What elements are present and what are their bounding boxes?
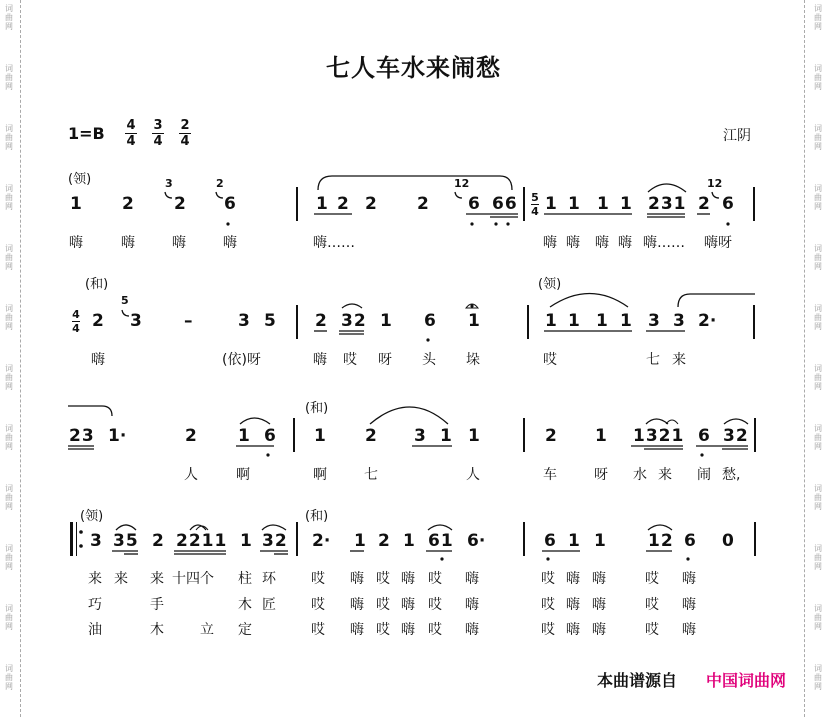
lyric-verse1: 嗨 xyxy=(682,571,696,587)
watermark-text: 词 曲 网 xyxy=(5,664,13,691)
note: 1 xyxy=(440,426,452,446)
lyric: 嗨 xyxy=(595,235,609,251)
watermark-text: 词 曲 网 xyxy=(814,184,822,211)
note: 2 xyxy=(337,194,349,214)
repeat-barline-thick xyxy=(70,522,73,556)
note: 2 xyxy=(417,194,429,214)
barline xyxy=(527,305,529,339)
note: 1 xyxy=(70,194,82,214)
lyric-verse1: 来 xyxy=(114,571,128,587)
barline xyxy=(523,418,525,452)
lyric-verse2: 哎 xyxy=(311,597,325,613)
lyric-verse1: 哎 xyxy=(541,571,555,587)
note: 2 xyxy=(185,426,197,446)
lyric: 人 xyxy=(184,467,198,483)
grace-note: 12 xyxy=(707,177,723,190)
time-signature-3-4: 3 4 xyxy=(153,118,163,149)
lyric: 垛 xyxy=(466,352,480,368)
watermark-text: 词 曲 网 xyxy=(814,64,822,91)
note: 1 xyxy=(238,426,250,446)
lyric-verse2: 木 xyxy=(238,597,252,613)
footer-site-link[interactable]: 中国词曲网 xyxy=(706,671,787,690)
note: 2 xyxy=(315,311,327,331)
note: 6· xyxy=(467,531,486,551)
note: 3 xyxy=(238,311,250,331)
lyric-verse1: 哎 xyxy=(311,571,325,587)
lead-label: (领) xyxy=(538,277,562,292)
barline xyxy=(293,418,295,452)
note: 66 xyxy=(492,194,518,214)
note: 6 xyxy=(468,194,480,214)
note: 1 xyxy=(597,194,609,214)
note: 2· xyxy=(312,531,331,551)
lyric: 来 xyxy=(672,352,686,368)
barline xyxy=(753,187,755,221)
lyric: 嗨呀 xyxy=(704,235,732,251)
lyric: 嗨…… xyxy=(313,235,355,251)
page-title: 七人车水来闹愁 xyxy=(326,54,501,82)
note: 6 xyxy=(264,426,276,446)
lyric-verse2: 哎 xyxy=(645,597,659,613)
barline xyxy=(754,522,756,556)
lyric-verse2: 嗨 xyxy=(566,597,580,613)
lyric-verse2: 嗨 xyxy=(592,597,606,613)
lyric: 啊 xyxy=(313,467,327,483)
watermark-text: 词 曲 网 xyxy=(814,604,822,631)
note: 1 xyxy=(545,194,557,214)
lyric-verse1: 哎 xyxy=(376,571,390,587)
lyric-verse3: 定 xyxy=(238,622,252,638)
note: 6 xyxy=(224,194,236,214)
grace-note: 2 xyxy=(216,177,224,190)
note: 1 xyxy=(620,311,632,331)
time-signature-2-4: 2 4 xyxy=(180,118,190,149)
lyric: 呀 xyxy=(594,467,608,483)
note: 2211 xyxy=(176,531,228,551)
watermark-text: 词 曲 网 xyxy=(5,544,13,571)
watermark-text: 词 曲 网 xyxy=(5,244,13,271)
chorus-label: (和) xyxy=(305,401,329,416)
lyric: 愁, xyxy=(722,467,741,483)
lyric-verse1: 嗨 xyxy=(401,571,415,587)
lyric-verse3: 油 xyxy=(88,622,102,638)
lyric: 嗨 xyxy=(172,235,186,251)
lyric-verse3: 嗨 xyxy=(682,622,696,638)
barline xyxy=(523,187,525,221)
lyric-verse3: 嗨 xyxy=(592,622,606,638)
watermark-text: 词 曲 网 xyxy=(5,64,13,91)
watermark-text: 词 曲 网 xyxy=(5,364,13,391)
barline xyxy=(753,305,755,339)
lyric: 七 xyxy=(646,352,660,368)
note: 1 xyxy=(568,194,580,214)
note: 3 xyxy=(673,311,685,331)
lyric: (依)呀 xyxy=(222,352,261,368)
lyric: 七 xyxy=(364,467,378,483)
left-watermark-strip xyxy=(0,0,21,717)
note: 1 xyxy=(568,531,580,551)
chorus-label: (和) xyxy=(305,509,329,524)
lyric-verse2: 嗨 xyxy=(682,597,696,613)
lyric-verse3: 嗨 xyxy=(465,622,479,638)
time-signature-4-4: 4 4 xyxy=(126,118,136,149)
lyric-verse2: 巧 xyxy=(88,597,102,613)
note: 1· xyxy=(108,426,127,446)
lyric: 哎 xyxy=(343,352,357,368)
note: 231 xyxy=(648,194,687,214)
lyric: 哎 xyxy=(543,352,557,368)
lyric-verse1: 嗨 xyxy=(566,571,580,587)
note: 6 xyxy=(684,531,696,551)
time-signature-5-4: 5 4 xyxy=(531,191,539,218)
lyric-verse1: 来 xyxy=(150,571,164,587)
watermark-text: 词 曲 网 xyxy=(5,184,13,211)
note: 1 xyxy=(468,311,480,331)
lyric: 嗨 xyxy=(223,235,237,251)
note: 2 xyxy=(174,194,186,214)
lyric-verse2: 手 xyxy=(150,597,164,613)
note: 32 xyxy=(723,426,749,446)
lyric-verse1: 十四个 xyxy=(172,571,214,587)
grace-note: 3 xyxy=(165,177,173,190)
note: 2 xyxy=(122,194,134,214)
note-dash: – xyxy=(184,311,193,331)
note: 2 xyxy=(92,311,104,331)
lyric-verse3: 哎 xyxy=(541,622,555,638)
lyric-verse2: 匠 xyxy=(262,597,276,613)
watermark-text: 词 曲 网 xyxy=(5,424,13,451)
time-signature-4-4: 4 4 xyxy=(72,308,80,335)
lyric: 闹 xyxy=(697,467,711,483)
lead-label: (领) xyxy=(80,509,104,524)
note: 1 xyxy=(568,311,580,331)
barline xyxy=(296,305,298,339)
lyric: 啊 xyxy=(236,467,250,483)
lyric: 嗨 xyxy=(91,352,105,368)
lyric: 呀 xyxy=(378,352,392,368)
lyric-verse2: 嗨 xyxy=(350,597,364,613)
note: 3 xyxy=(414,426,426,446)
watermark-text: 词 曲 网 xyxy=(5,124,13,151)
footer-source-text: 本曲谱源自 xyxy=(597,671,678,690)
note-rest: 0 xyxy=(722,531,734,551)
note: 1 xyxy=(403,531,415,551)
barline xyxy=(296,522,298,556)
note: 1 xyxy=(354,531,366,551)
lyric-verse1: 哎 xyxy=(645,571,659,587)
note: 2 xyxy=(152,531,164,551)
watermark-text: 词 曲 网 xyxy=(814,4,822,31)
note: 3 xyxy=(90,531,102,551)
lyric-verse2: 哎 xyxy=(428,597,442,613)
note: 1 xyxy=(314,426,326,446)
note: 3 xyxy=(648,311,660,331)
watermark-text: 词 曲 网 xyxy=(814,484,822,511)
note: 1 xyxy=(316,194,328,214)
lyric-verse1: 哎 xyxy=(428,571,442,587)
note: 5 xyxy=(264,311,276,331)
grace-note: 12 xyxy=(454,177,470,190)
note: 1 xyxy=(596,311,608,331)
lyric: 车 xyxy=(543,467,557,483)
note: 2 xyxy=(365,194,377,214)
note: 2 xyxy=(365,426,377,446)
note: 2 xyxy=(378,531,390,551)
lyric-verse3: 哎 xyxy=(376,622,390,638)
lyric-verse1: 嗨 xyxy=(350,571,364,587)
watermark-text: 词 曲 网 xyxy=(814,424,822,451)
watermark-text: 词 曲 网 xyxy=(5,484,13,511)
lyric: 嗨…… xyxy=(643,235,685,251)
watermark-text: 词 曲 网 xyxy=(814,664,822,691)
watermark-text: 词 曲 网 xyxy=(5,604,13,631)
barline xyxy=(296,187,298,221)
lyric: 嗨 xyxy=(543,235,557,251)
lyric-verse3: 哎 xyxy=(645,622,659,638)
key-signature: 1=B xyxy=(68,124,105,143)
note: 2 xyxy=(545,426,557,446)
lyric: 嗨 xyxy=(566,235,580,251)
note: 3 xyxy=(130,311,142,331)
chorus-label: (和) xyxy=(85,277,109,292)
note: 1 xyxy=(594,531,606,551)
note: 32 xyxy=(341,311,367,331)
lyric-verse2: 哎 xyxy=(541,597,555,613)
lyric-verse2: 嗨 xyxy=(465,597,479,613)
barline xyxy=(754,418,756,452)
lyric: 水 xyxy=(633,467,647,483)
note: 6 xyxy=(722,194,734,214)
note: 1321 xyxy=(633,426,685,446)
lyric: 来 xyxy=(658,467,672,483)
right-watermark-strip xyxy=(804,0,827,717)
lyric-verse3: 哎 xyxy=(428,622,442,638)
lyric: 嗨 xyxy=(121,235,135,251)
lyric: 头 xyxy=(422,352,436,368)
lyric-verse3: 哎 xyxy=(311,622,325,638)
note: 1 xyxy=(595,426,607,446)
lead-label: (领) xyxy=(68,172,92,187)
note: 1 xyxy=(545,311,557,331)
lyric: 人 xyxy=(466,467,480,483)
lyric-verse2: 嗨 xyxy=(401,597,415,613)
note: 6 xyxy=(698,426,710,446)
lyric: 嗨 xyxy=(618,235,632,251)
watermark-text: 词 曲 网 xyxy=(814,124,822,151)
note: 32 xyxy=(262,531,288,551)
lyric: 嗨 xyxy=(313,352,327,368)
note: 6 xyxy=(424,311,436,331)
note: 1 xyxy=(620,194,632,214)
watermark-text: 词 曲 网 xyxy=(5,4,13,31)
watermark-text: 词 曲 网 xyxy=(5,304,13,331)
watermark-text: 词 曲 网 xyxy=(814,244,822,271)
note: 12 xyxy=(648,531,674,551)
note: 1 xyxy=(468,426,480,446)
lyric-verse1: 嗨 xyxy=(465,571,479,587)
barline xyxy=(523,522,525,556)
repeat-barline-thin xyxy=(76,522,77,556)
lyric-verse3: 木 xyxy=(150,622,164,638)
lyric-verse1: 来 xyxy=(88,571,102,587)
grace-note: 5 xyxy=(121,294,129,307)
lyric-verse2: 哎 xyxy=(376,597,390,613)
note: 6 xyxy=(544,531,556,551)
note: 23 xyxy=(69,426,95,446)
watermark-text: 词 曲 网 xyxy=(814,304,822,331)
lyric-verse3: 立 xyxy=(200,622,214,638)
lyric-verse1: 环 xyxy=(262,571,276,587)
lyric-verse1: 嗨 xyxy=(592,571,606,587)
note: 1 xyxy=(240,531,252,551)
note: 61 xyxy=(428,531,454,551)
lyric-verse1: 柱 xyxy=(238,571,252,587)
lyric-verse3: 嗨 xyxy=(401,622,415,638)
note: 1 xyxy=(380,311,392,331)
note: 2 xyxy=(698,194,710,214)
lyric: 嗨 xyxy=(69,235,83,251)
region-label: 江阴 xyxy=(723,128,751,144)
watermark-text: 词 曲 网 xyxy=(814,544,822,571)
lyric-verse3: 嗨 xyxy=(350,622,364,638)
note: 35 xyxy=(113,531,139,551)
watermark-text: 词 曲 网 xyxy=(814,364,822,391)
lyric-verse3: 嗨 xyxy=(566,622,580,638)
note: 2· xyxy=(698,311,717,331)
